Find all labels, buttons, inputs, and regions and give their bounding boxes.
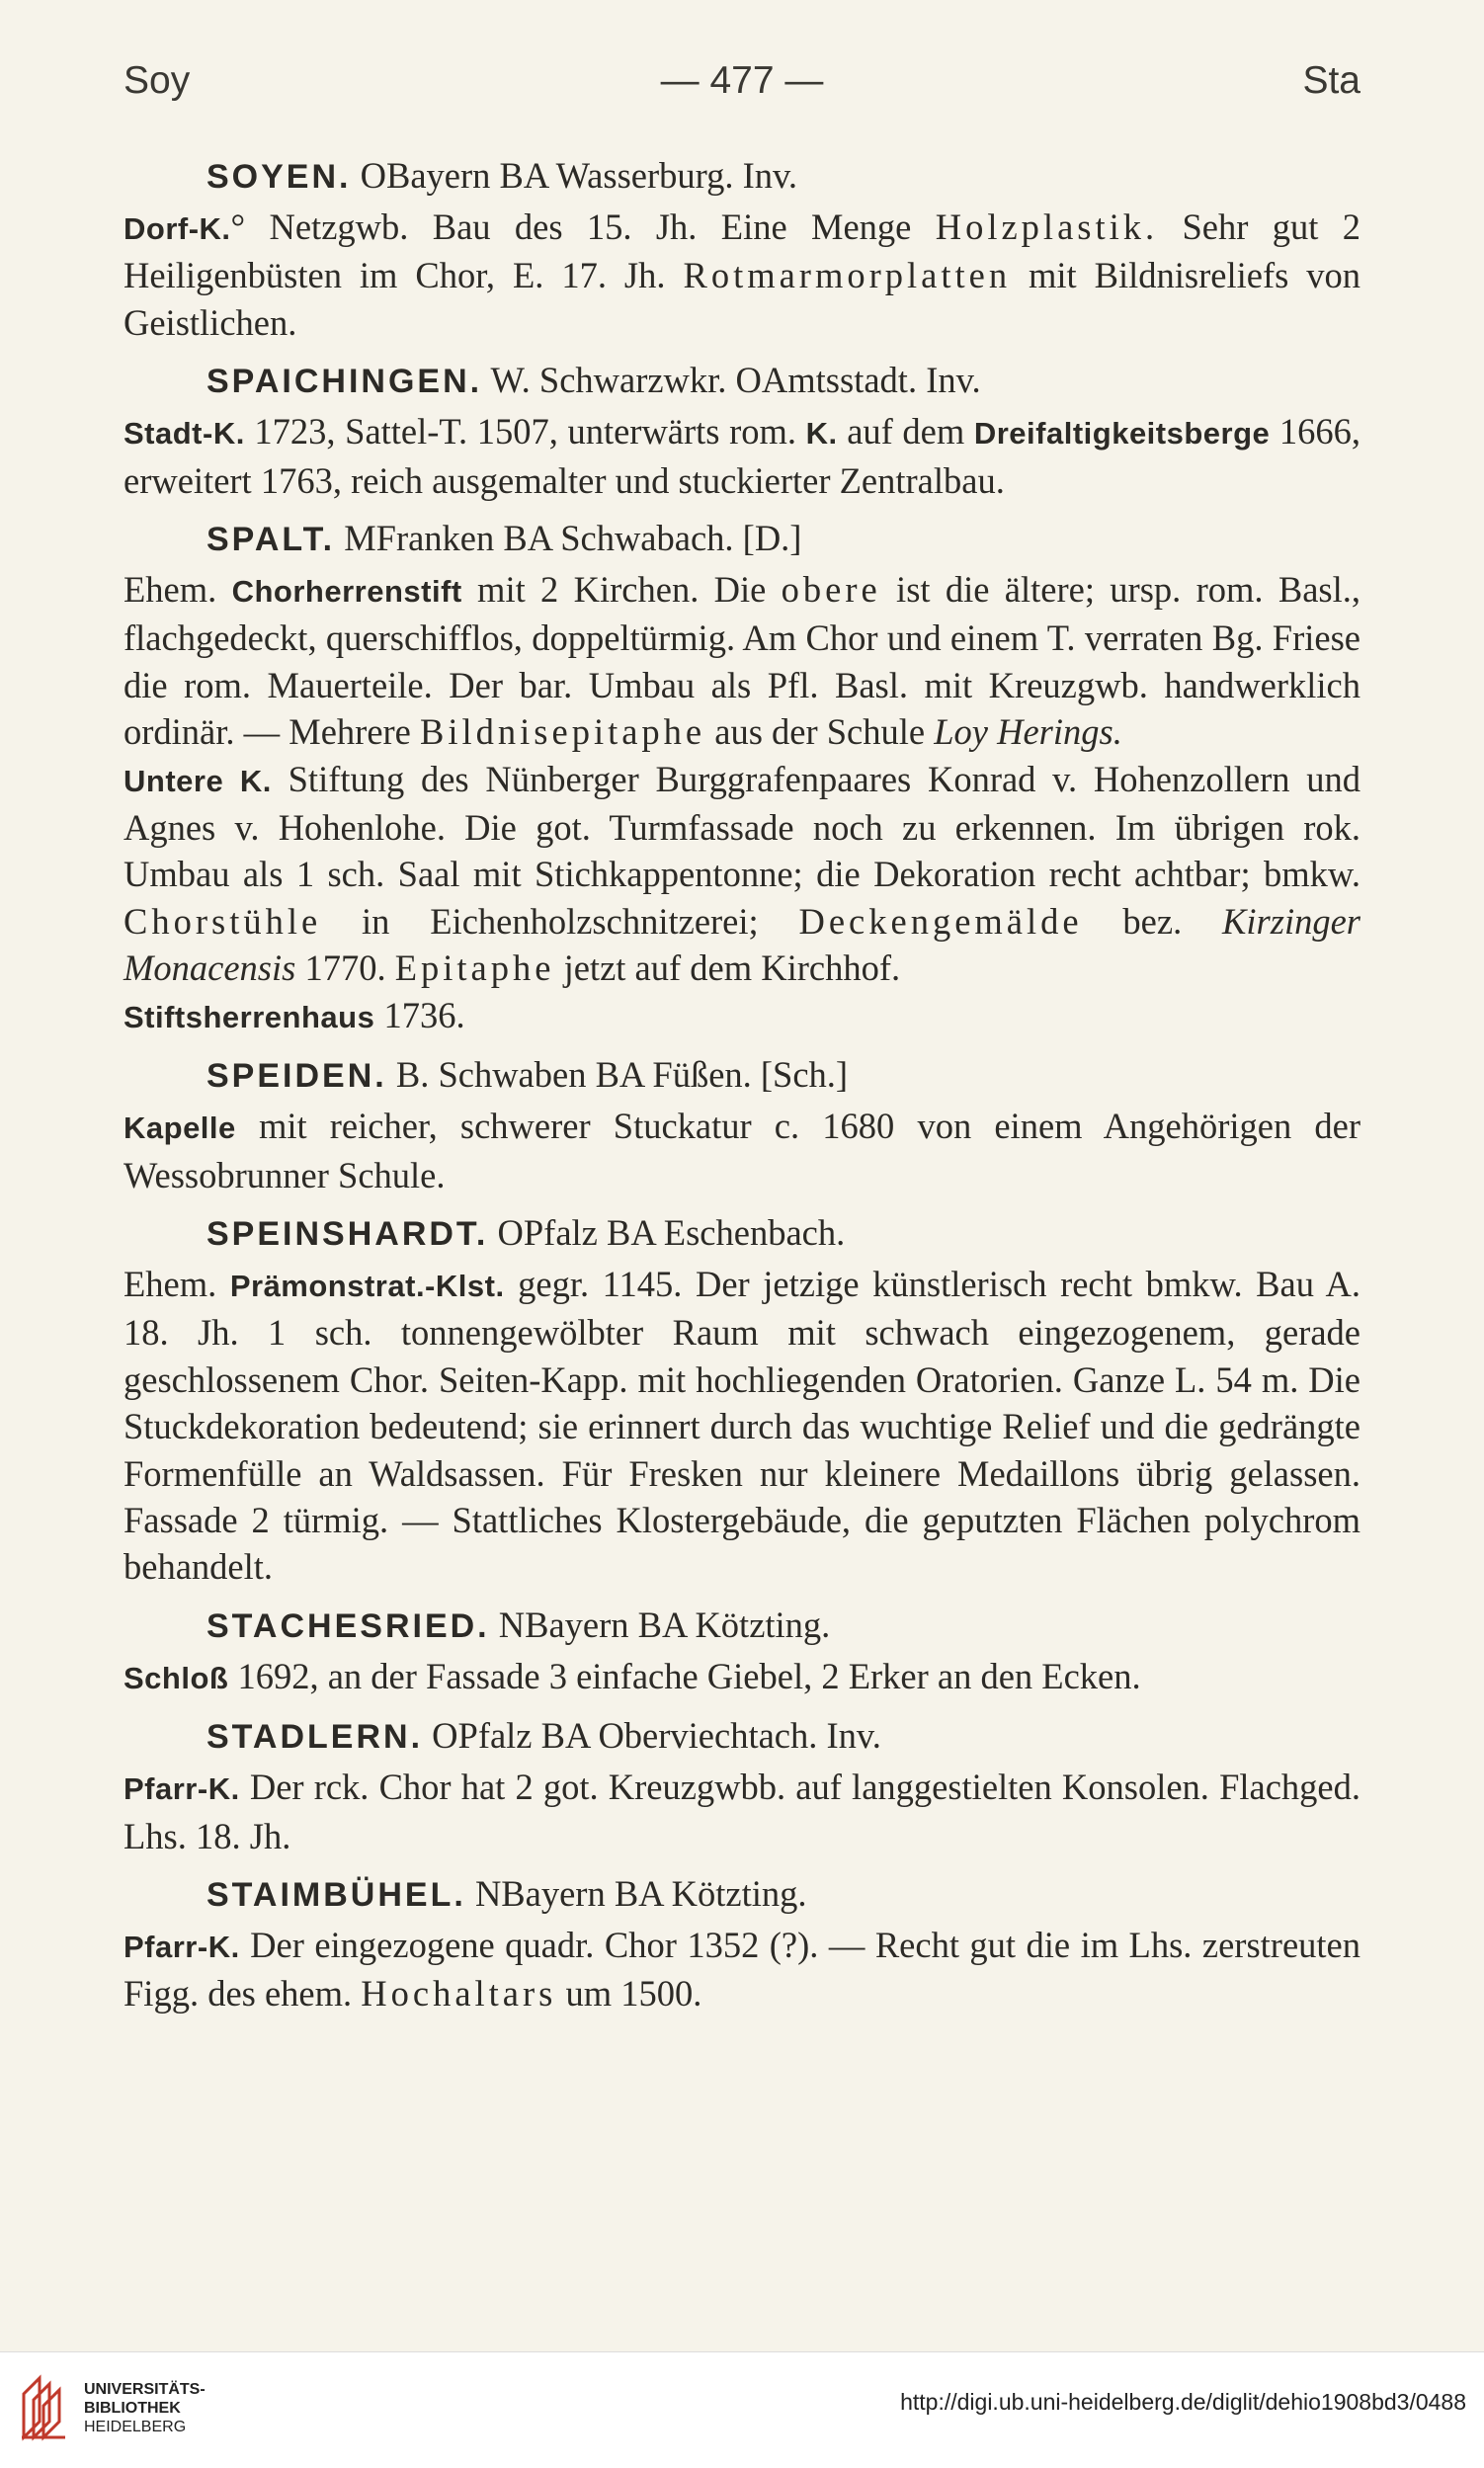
body-text: 1736. (374, 994, 465, 1035)
gazetteer-entry (124, 354, 1360, 512)
running-head (124, 59, 1360, 109)
library-logo-text (84, 2380, 206, 2436)
logo-line-1: UNIVERSITÄTS- (84, 2381, 206, 2398)
gazetteer-entry (124, 149, 1360, 354)
entry-body (124, 1261, 1360, 1599)
entry-heading (206, 1206, 1360, 1261)
building-keyword: Dreifaltigkeitsberge (973, 416, 1271, 452)
place-name: STACHESRIED. (206, 1606, 490, 1645)
building-keyword: K. (805, 416, 838, 452)
gazetteer-entry (124, 1867, 1360, 2025)
building-keyword: Chorherrenstift (231, 574, 462, 610)
body-text: Ehem. (124, 569, 232, 611)
place-name: STAIMBÜHEL. (206, 1875, 466, 1914)
building-keyword: Untere K. (124, 763, 272, 798)
building-keyword: Kapelle (124, 1111, 236, 1146)
body-text: gegr. 1145. Der jetzige künstlerisch recht bmkw. Bau A. 18. Jh. 1 sch. tonnengewölbter Raum mit schwach eingezogenem, gerade geschlossenem Chor. Seiten-Kapp. mit hochliegenden Oratorien. Ganze L. 54 m. Die Stuckdekoration bedeutend; sie erinnert durch das wuchtige Relief und die gedrängte Formenfülle an Waldsassen. Für Fresken nur kleinere Medaillons übrig gelassen. Fassade 2 türmig. — Stattliches Klostergebäude, die geputzten Flächen polychrom behandelt. (124, 1263, 1360, 1588)
place-name: SPEIDEN. (206, 1057, 387, 1096)
entry-heading (206, 1867, 1360, 1922)
body-text: in Eichenholzschnitzerei; (321, 900, 799, 942)
body-text: Der rck. Chor hat 2 got. Kreuzgwbb. auf langgestielten Konsolen. Flachged. Lhs. 18. Jh. (124, 1767, 1360, 1856)
place-region: MFranken BA Schwabach. [D.] (344, 518, 802, 559)
logo-line-2: BIBLIOTHEK (84, 2400, 181, 2417)
gazetteer-entry (124, 512, 1360, 1048)
artist-name: Kirzinger Monacensis (124, 900, 1360, 989)
gazetteer-entry (124, 1048, 1360, 1206)
gazetteer-entry (124, 1599, 1360, 1709)
place-region: OPfalz BA Eschenbach. (497, 1211, 846, 1253)
entry-body (124, 1764, 1360, 1867)
entry-body (124, 1922, 1360, 2025)
body-text: mit 2 Kirchen. Die (461, 569, 782, 611)
logo-line-3: HEIDELBERG (84, 2419, 187, 2435)
footer-bar (0, 2351, 1484, 2468)
building-keyword: Schloß (124, 1660, 229, 1695)
artist-name: Loy Herings. (934, 711, 1122, 753)
place-region: OBayern BA Wasserburg. Inv. (360, 155, 798, 196)
body-text: 1692, an der Fassade 3 einfache Giebel, 2 Erker an den Ecken. (228, 1655, 1141, 1696)
entry-body (124, 566, 1360, 1048)
emphasized-term: Epitaphe (394, 947, 555, 989)
entry-body (124, 408, 1360, 512)
gazetteer-entry (124, 1709, 1360, 1867)
body-text: Stiftung des Nünberger Burggrafenpaares Konrad v. Hohenzollern und Agnes v. Hohenlohe. Die got. Turmfassade noch zu erkennen. Im übrigen rok. Umbau als 1 sch. Saal mit Stichkappentonne; die Dekoration recht achtbar; bmkw. (124, 758, 1360, 895)
body-text: mit reicher, schwerer Stuckatur c. 1680 von einem Angehörigen der Wessobrunner Schule. (124, 1106, 1360, 1195)
body-text: ° Netzgwb. Bau des 15. Jh. Eine Menge (230, 206, 936, 247)
building-keyword: Stadt-K. (124, 416, 245, 452)
emphasized-term: Hochaltars (361, 1973, 557, 2015)
building-keyword: Dorf-K. (124, 211, 231, 246)
entry-body (124, 204, 1360, 354)
emphasized-term: Rotmarmorplatten (683, 255, 1012, 296)
page-number: — 477 — (660, 59, 824, 102)
place-name: SOYEN. (206, 158, 352, 196)
body-text: 1723, Sattel-T. 1507, unterwärts rom. (244, 411, 806, 452)
body-text: Ehem. (124, 1263, 230, 1304)
place-region: NBayern BA Kötzting. (474, 1872, 807, 1914)
place-name: SPAICHINGEN. (206, 363, 483, 401)
emphasized-term: Deckengemälde (798, 900, 1083, 942)
body-text: auf dem (837, 411, 974, 452)
building-keyword: Stiftsherrenhaus (124, 999, 375, 1034)
place-region: OPfalz BA Oberviechtach. Inv. (432, 1715, 881, 1757)
building-keyword: Prämonstrat.-Klst. (229, 1268, 505, 1303)
body-text: um 1500. (556, 1973, 702, 2015)
library-logo-icon (18, 2372, 69, 2441)
header-left-keyword: Soy (124, 59, 191, 102)
entry-heading (206, 1599, 1360, 1653)
emphasized-term: Chorstühle (124, 900, 322, 942)
entry-body (124, 1103, 1360, 1206)
gazetteer-entry (124, 1206, 1360, 1599)
body-text: 1770. (295, 947, 395, 989)
entry-heading (206, 512, 1360, 566)
entry-body (124, 1653, 1360, 1709)
body-text: Der eingezogene quadr. Chor 1352 (?). — Recht gut die im Lhs. zerstreuten Figg. des ehem. (124, 1924, 1360, 2015)
place-name: STADLERN. (206, 1718, 424, 1757)
body-text: bez. (1082, 900, 1223, 942)
place-name: SPEINSHARDT. (206, 1214, 489, 1253)
place-region: W. Schwarzwkr. OAmtsstadt. Inv. (490, 360, 981, 401)
entry-heading (206, 354, 1360, 408)
place-region: NBayern BA Kötzting. (498, 1604, 831, 1645)
entry-heading (206, 149, 1360, 204)
place-region: B. Schwaben BA Füßen. [Sch.] (395, 1054, 849, 1096)
emphasized-term: Holzplastik. (935, 206, 1159, 247)
body-text: mit Bildnisreliefs von Geistlichen. (124, 255, 1360, 343)
body-text: jetzt auf dem Kirchhof. (554, 947, 901, 989)
permalink-url[interactable]: http://digi.ub.uni-heidelberg.de/diglit/dehio1908bd3/0488 (900, 2389, 1466, 2415)
place-name: SPALT. (206, 521, 336, 559)
entry-list (124, 149, 1360, 2025)
entry-heading (206, 1709, 1360, 1764)
building-keyword: Pfarr-K. (124, 1771, 240, 1807)
building-keyword: Pfarr-K. (124, 1929, 240, 1964)
body-text: ist die ältere; ursp. rom. Basl., flachgedeckt, querschifflos, doppeltürmig. Am Chor und einem T. verraten Bg. Friese die rom. Mauerteile. Der bar. Umbau als Pfl. Basl. mit Kreuzgwb. handwerklich ordinär. — Mehrere (124, 569, 1360, 753)
emphasized-term: obere (781, 569, 881, 611)
header-right-keyword: Sta (1302, 59, 1360, 102)
body-text: 1666, erweitert 1763, reich ausgemalter und stuckierter Zentralbau. (124, 411, 1360, 501)
entry-heading (206, 1048, 1360, 1103)
body-text: Sehr gut 2 Heiligenbüsten im Chor, E. 17. Jh. (124, 206, 1360, 296)
body-text: aus der Schule (705, 711, 935, 753)
emphasized-term: Bildnisepitaphe (420, 711, 706, 753)
